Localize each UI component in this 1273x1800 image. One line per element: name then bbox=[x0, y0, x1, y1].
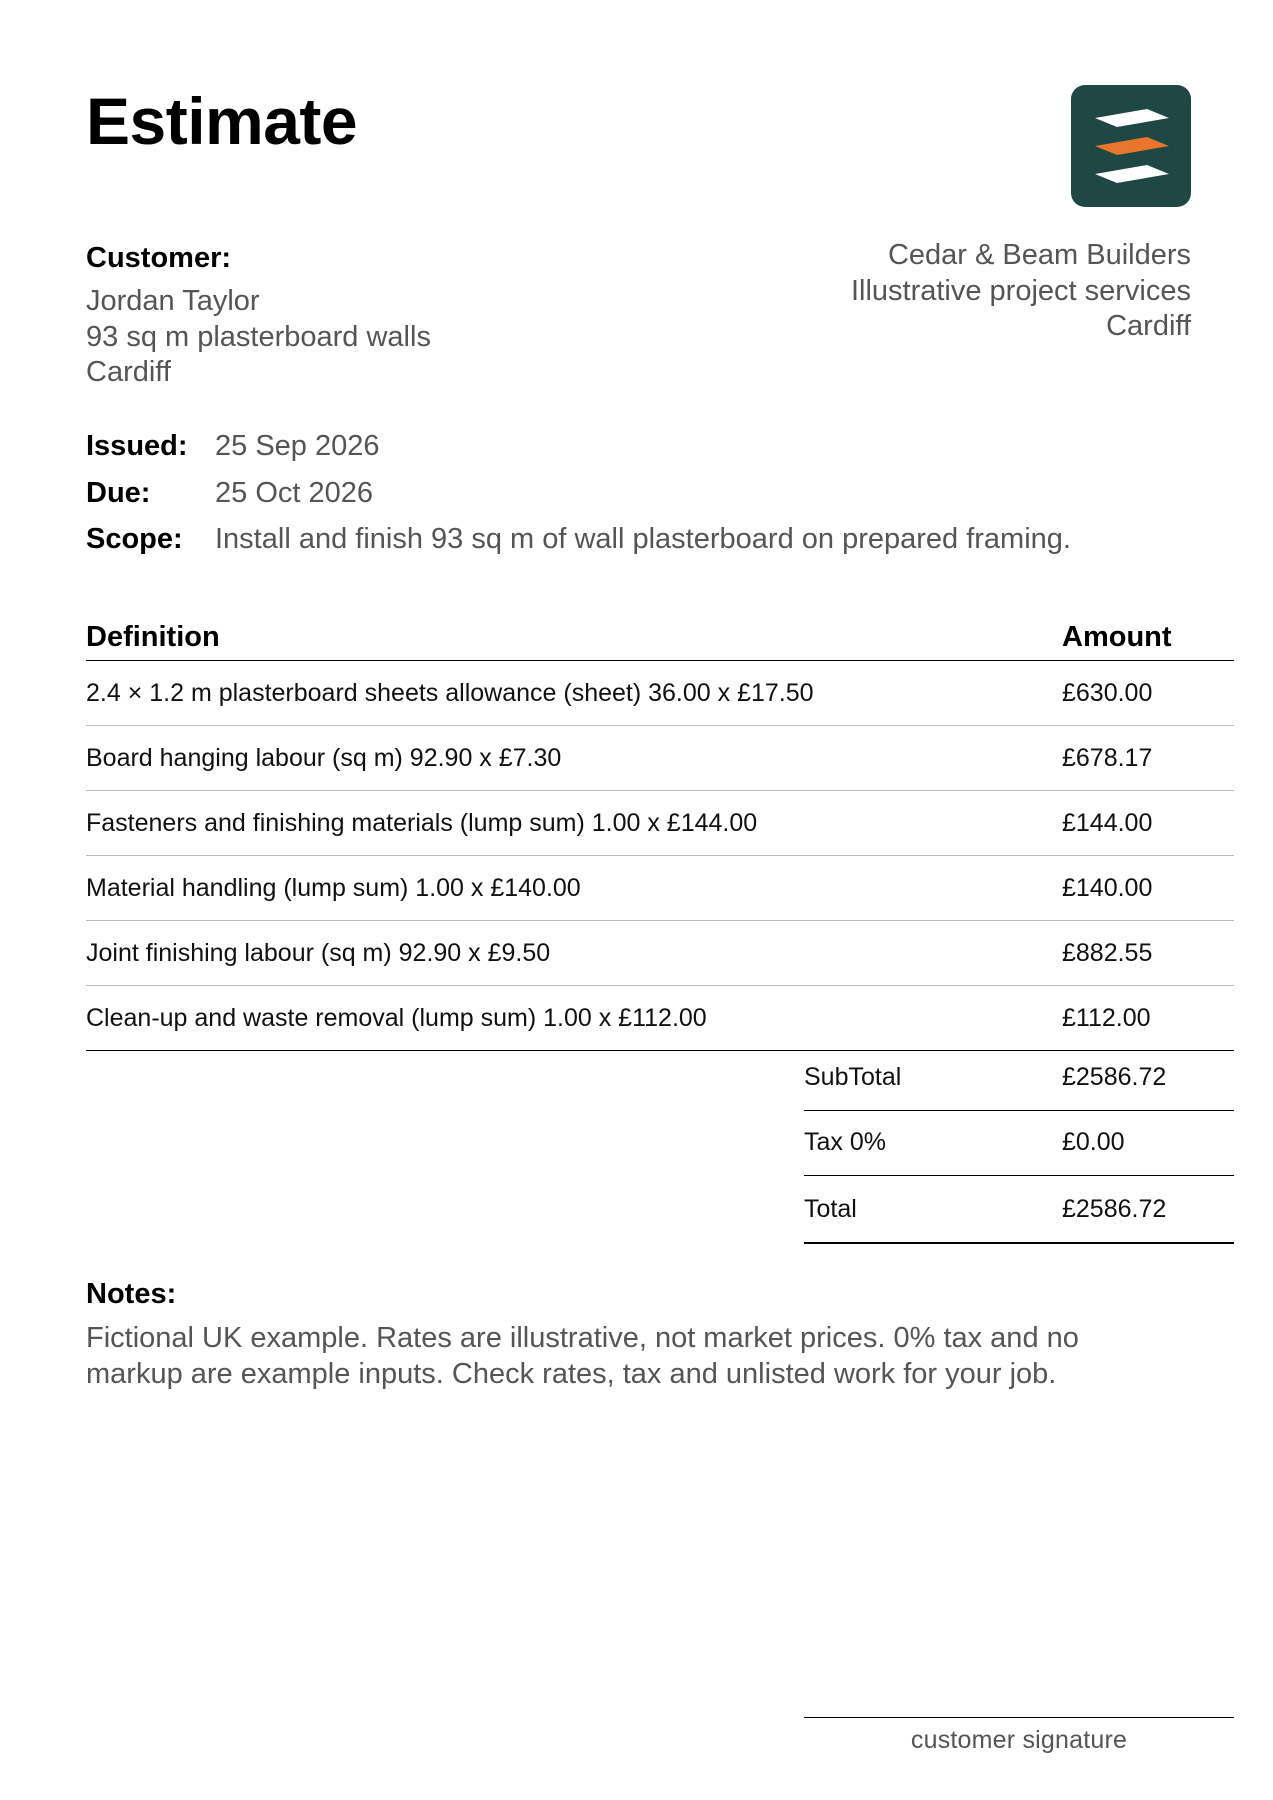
line-items-table bbox=[86, 614, 1234, 1051]
page-title: Estimate bbox=[86, 84, 358, 158]
due-value: 25 Oct 2026 bbox=[215, 476, 373, 509]
notes-line-2: markup are example inputs. Check rates, tax and unlisted work for your job. bbox=[86, 1357, 1057, 1390]
table-header bbox=[86, 614, 1234, 661]
item-description: Joint finishing labour (sq m) 92.90 x £9.50 bbox=[86, 938, 551, 967]
total-label: Total bbox=[804, 1194, 857, 1223]
stacked-boards-icon bbox=[1071, 85, 1191, 207]
item-amount: £678.17 bbox=[1062, 743, 1153, 772]
subtotal-label: SubTotal bbox=[804, 1062, 902, 1091]
company-block bbox=[591, 238, 1191, 345]
totals-block bbox=[804, 1045, 1234, 1244]
signature-line[interactable] bbox=[804, 1717, 1234, 1755]
total-row bbox=[804, 1176, 1234, 1244]
company-tagline: Illustrative project services bbox=[850, 274, 1191, 307]
notes-label: Notes: bbox=[86, 1278, 177, 1310]
item-description: 2.4 × 1.2 m plasterboard sheets allowance (sheet) 36.00 x £17.50 bbox=[86, 678, 814, 707]
notes-line-1: Fictional UK example. Rates are illustrative, not market prices. 0% tax and no bbox=[86, 1322, 1079, 1354]
item-amount: £140.00 bbox=[1062, 873, 1153, 902]
signature-label: customer signature bbox=[910, 1726, 1128, 1754]
table-row bbox=[86, 661, 1234, 726]
due-row bbox=[86, 477, 1206, 524]
subtotal-row bbox=[804, 1045, 1234, 1111]
issued-value: 25 Sep 2026 bbox=[215, 430, 380, 462]
amount-header: Amount bbox=[1062, 620, 1172, 653]
item-amount: £882.55 bbox=[1062, 938, 1153, 967]
item-amount: £112.00 bbox=[1062, 1003, 1151, 1032]
customer-name: Jordan Taylor bbox=[86, 285, 260, 317]
item-description: Board hanging labour (sq m) 92.90 x £7.30 bbox=[86, 743, 562, 772]
tax-row bbox=[804, 1111, 1234, 1177]
issued-label: Issued: bbox=[86, 430, 188, 462]
customer-project: 93 sq m plasterboard walls bbox=[86, 320, 431, 353]
table-row bbox=[86, 856, 1234, 921]
scope-label: Scope: bbox=[86, 523, 183, 555]
item-description: Material handling (lump sum) 1.00 x £140.00 bbox=[86, 873, 581, 902]
tax-value: £0.00 bbox=[1062, 1128, 1125, 1157]
total-value: £2586.72 bbox=[1062, 1194, 1167, 1223]
company-name: Cedar & Beam Builders bbox=[887, 239, 1191, 271]
item-description: Clean-up and waste removal (lump sum) 1.00 x £112.00 bbox=[86, 1003, 707, 1032]
notes-block bbox=[86, 1273, 1206, 1392]
item-amount: £144.00 bbox=[1062, 808, 1153, 837]
due-label: Due: bbox=[86, 476, 151, 509]
company-logo bbox=[1071, 85, 1191, 207]
subtotal-value: £2586.72 bbox=[1062, 1062, 1167, 1091]
issued-row bbox=[86, 430, 1206, 477]
scope-value: Install and finish 93 sq m of wall plasterboard on prepared framing. bbox=[215, 523, 1071, 555]
table-row bbox=[86, 791, 1234, 856]
customer-city: Cardiff bbox=[86, 356, 171, 388]
scope-row bbox=[86, 523, 1206, 570]
table-row bbox=[86, 986, 1234, 1051]
table-row bbox=[86, 921, 1234, 986]
tax-label: Tax 0% bbox=[804, 1128, 886, 1157]
item-amount: £630.00 bbox=[1062, 678, 1153, 707]
estimate-meta bbox=[86, 430, 1206, 570]
customer-label: Customer: bbox=[86, 242, 232, 274]
item-description: Fasteners and finishing materials (lump sum) 1.00 x £144.00 bbox=[86, 808, 758, 837]
company-city: Cardiff bbox=[1106, 310, 1191, 342]
table-row bbox=[86, 726, 1234, 791]
definition-header: Definition bbox=[86, 620, 220, 653]
